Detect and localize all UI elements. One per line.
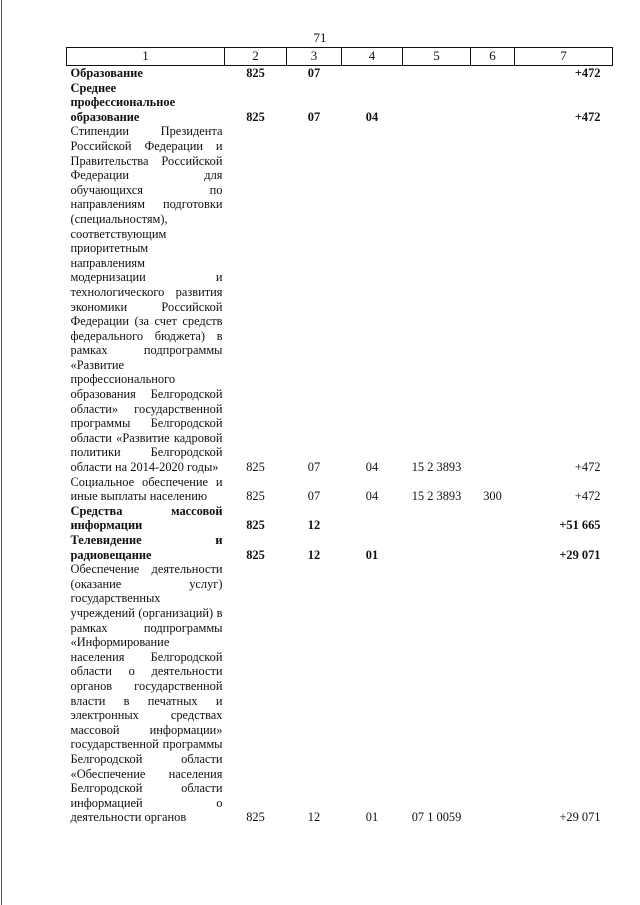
header-col-2: 2 [225, 48, 287, 66]
row-section: 12 [307, 547, 321, 562]
row-expense-type: 300 [483, 489, 502, 504]
page-number: 71 [313, 30, 327, 45]
row-description: Образование [70, 66, 143, 80]
row-target-item: 15 2 3893 [411, 489, 462, 504]
table-header-row [67, 48, 613, 66]
row-amount: +472 [574, 109, 601, 124]
row-description: Средства массовой информации [70, 503, 223, 533]
table-row [67, 124, 613, 474]
header-col-5: 5 [403, 48, 471, 66]
row-target-item: 07 1 0059 [411, 810, 462, 825]
row-description: Телевидение и радиовещание [70, 533, 223, 562]
row-admin-code: 825 [246, 810, 265, 825]
row-section: 07 [307, 109, 321, 124]
row-expense-type [471, 81, 515, 125]
row-subsection: 04 [365, 489, 379, 504]
scan-margin-line [1, 0, 2, 905]
row-admin-code: 825 [246, 518, 265, 533]
row-expense-type [471, 533, 515, 562]
table-row [67, 81, 613, 125]
row-section: 07 [307, 66, 321, 80]
row-section: 12 [307, 810, 321, 825]
row-admin-code: 825 [246, 547, 265, 562]
row-amount: +29 071 [559, 810, 601, 825]
header-col-3: 3 [287, 48, 342, 66]
row-admin-code: 825 [246, 66, 265, 80]
table-row [67, 562, 613, 825]
row-subsection: 01 [365, 810, 379, 825]
row-description: Социальное обеспечение и иные выплаты населению [70, 474, 223, 504]
row-target-item [403, 533, 471, 562]
row-expense-type [471, 562, 515, 825]
row-target-item: 15 2 3893 [411, 460, 462, 475]
row-subsection: 04 [365, 460, 379, 475]
row-description: Среднее профессиональное образование [70, 80, 176, 124]
row-description: Стипендии Президента Российской Федерации и Правительства Российской Федерации для обучающихся по направлениям подготовки (специальностям), соответствующим приоритетным направлениям модернизации и технологического развития экономики Российской Федерации (за счет средств федерального бюджета) в рамках подпрограммы «Развитие профессионального образования Белгородской области» государственной программы Белгородской области «Развитие кадровой политики Белгородской области на 2014-2020 годы» [70, 124, 223, 475]
row-admin-code: 825 [246, 109, 265, 124]
row-target-item [403, 81, 471, 125]
row-section: 07 [307, 460, 321, 475]
row-target-item [403, 66, 471, 81]
row-amount: +472 [574, 489, 601, 504]
row-amount: +472 [574, 460, 601, 475]
row-section: 12 [307, 518, 321, 533]
row-target-item [403, 504, 471, 533]
header-col-1: 1 [67, 48, 225, 66]
budget-table-container [66, 47, 612, 825]
row-expense-type [471, 66, 515, 81]
row-section: 07 [307, 489, 321, 504]
header-col-6: 6 [471, 48, 515, 66]
row-amount: +472 [574, 66, 601, 80]
table-row [67, 66, 613, 81]
row-expense-type [471, 504, 515, 533]
row-admin-code: 825 [246, 489, 265, 504]
row-subsection: 04 [365, 109, 379, 124]
row-admin-code: 825 [246, 460, 265, 475]
row-expense-type [471, 124, 515, 474]
table-row [67, 504, 613, 533]
table-row [67, 533, 613, 562]
row-subsection: 01 [365, 547, 379, 562]
row-description: Обеспечение деятельности (оказание услуг) государственных учреждений (организаций) в рамках подпрограммы «Информирование населения Белгородской области о деятельности органов государственной власти в печатных и электронных средствах массовой информации» государственной программы Белгородской области «Обеспечение населения Белгородской области информацией о деятельности органов [70, 562, 223, 825]
row-subsection [342, 66, 403, 81]
row-amount: +51 665 [559, 518, 601, 533]
header-col-7: 7 [515, 48, 613, 66]
header-col-4: 4 [342, 48, 403, 66]
budget-table [66, 47, 613, 825]
table-row [67, 475, 613, 504]
row-subsection [342, 504, 403, 533]
row-amount: +29 071 [559, 547, 601, 562]
